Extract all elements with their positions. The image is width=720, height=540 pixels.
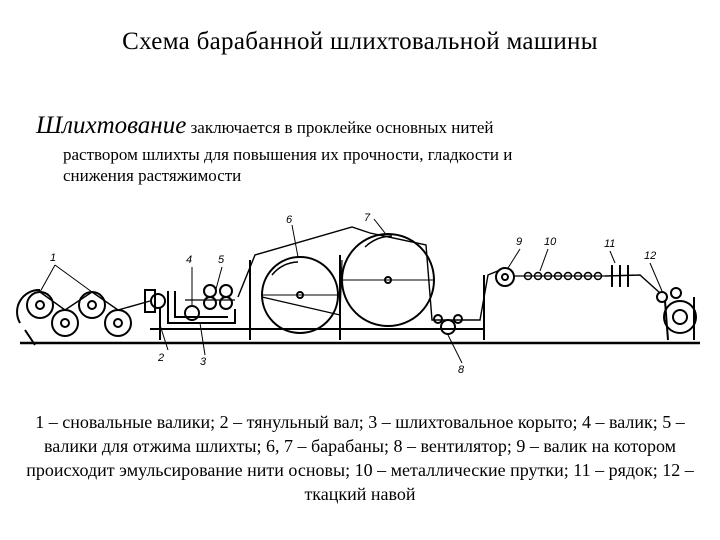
sizing-machine-diagram (0, 205, 720, 405)
warp-yarn-drums (238, 227, 500, 320)
label-11: 11 (604, 238, 616, 250)
label-4: 4 (186, 254, 193, 266)
intro-line-3: снижения растяжимости (63, 166, 242, 185)
label-8: 8 (458, 364, 465, 376)
label-10: 10 (544, 236, 557, 248)
size-trough (168, 285, 235, 323)
label-6: 6 (286, 214, 293, 226)
label-1: 1 (50, 252, 57, 264)
intro-line-1 (36, 112, 696, 140)
diagram-labels (50, 212, 656, 376)
warp-yarn-output (605, 275, 660, 293)
drum-6 (262, 257, 338, 333)
diagram-legend-caption: 1 – сновальные валики; 2 – тянульный вал; 3 – шлихтовальное корыто; 4 – валик; 5 – валики для отжима шлихты; 6, 7 – барабаны; 8 – вентилятор; 9 – валик на котором происходит эмульсирование нити основы; 10 – металлические прутки; 11 – рядок; 12 – ткацкий навой (26, 412, 694, 504)
label-12: 12 (644, 250, 657, 262)
warp-beams (17, 290, 131, 345)
weavers-beam (657, 288, 696, 340)
leader-lines (40, 219, 662, 363)
label-2: 2 (158, 352, 165, 364)
emulsion-roller (496, 268, 514, 286)
intro-continuation (63, 144, 683, 186)
page-title: Схема барабанной шлихтовальной машины (122, 28, 598, 55)
drum-7 (342, 234, 434, 326)
label-3: 3 (200, 356, 207, 368)
fan (434, 315, 462, 334)
intro-text: заключается в проклейке основных нитей (186, 118, 494, 137)
label-5: 5 (218, 254, 225, 266)
label-7: 7 (364, 212, 371, 224)
label-9: 9 (516, 236, 523, 248)
intro-lead-term: Шлихтование (36, 112, 187, 139)
intro-line-2: раствором шлихты для повышения их прочности, гладкости и (63, 145, 513, 164)
